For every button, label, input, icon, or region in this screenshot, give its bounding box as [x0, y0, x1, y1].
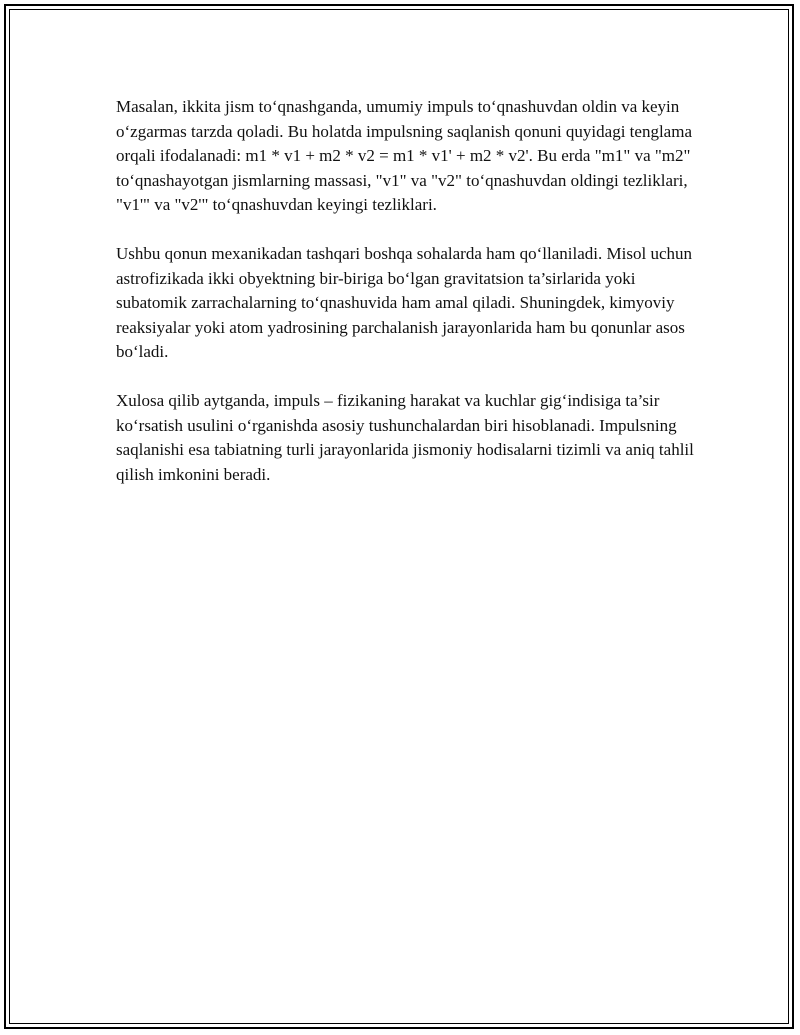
document-body	[116, 95, 696, 512]
paragraph-1: Masalan, ikkita jism to‘qnashganda, umumiy impuls to‘qnashuvdan oldin va keyin o‘zgarmas tarzda qoladi. Bu holatda impulsning saqlanish qonuni quyidagi tenglama orqali ifodalanadi: m1 * v1 + m2 * v2 = m1 * v1' + m2 * v2'. Bu erda "m1" va "m2" to‘qnashayotgan jismlarning massasi, "v1" va "v2" to‘qnashuvdan oldingi tezliklari, "v1'" va "v2'" to‘qnashuvdan keyingi tezliklari.	[116, 97, 692, 214]
paragraph-3: Xulosa qilib aytganda, impuls – fizikaning harakat va kuchlar gig‘indisiga ta’sir ko‘rsatish usulini o‘rganishda asosiy tushunchalardan biri hisoblanadi. Impulsning saqlanishi esa tabiatning turli jarayonlarida jismoniy hodisalarni tizimli va aniq tahlil qilish imkonini beradi.	[116, 391, 694, 484]
document-page	[4, 4, 794, 1029]
paragraph-2: Ushbu qonun mexanikadan tashqari boshqa sohalarda ham qo‘llaniladi. Misol uchun astrofizikada ikki obyektning bir-biriga bo‘lgan gravitatsion ta’sirlarida yoki subatomik zarrachalarning to‘qnashuvida ham amal qiladi. Shuningdek, kimyoviy reaksiyalar yoki atom yadrosining parchalanish jarayonlarida ham bu qonunlar asos bo‘ladi.	[116, 244, 692, 361]
